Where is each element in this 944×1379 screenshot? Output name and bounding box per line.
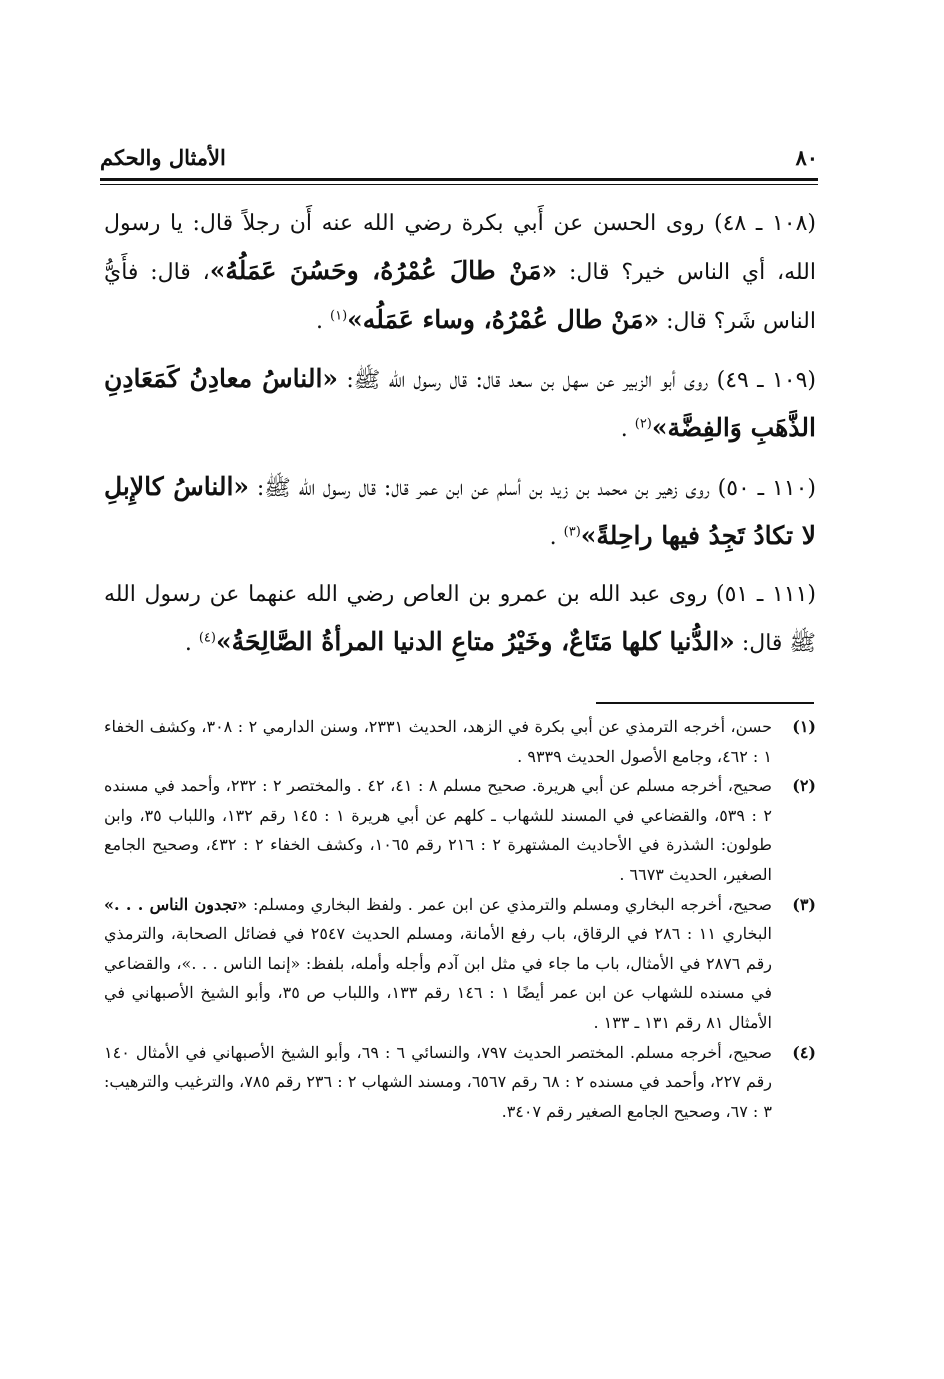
footnote-text: صحيح، أخرجه مسلم. المختصر الحديث ٧٩٧، والنسائي ٦ : ٦٩، وأبو الشيخ الأصبهاني في الأمثال ١٤٠ رقم ٢٢٧، وأحمد في مسنده ٢ : ٦٨ رقم ٦٥٦٧، ومسند الشهاب ٢ : ٢٣٦ رقم ٧٨٥، والترغيب والترهيب: ٣ : ٦٧، وصحيح الجامع الصغير رقم ٣٤٠٧. (104, 1042, 773, 1121)
footnotes (104, 712, 816, 1126)
footnote-marker[interactable]: (٣) (563, 524, 581, 540)
hadith-quote: «الدُّنيا كلها مَتَاعٌ، وخَيْرُ متاعِ الدنيا المرأةُ الصَّالِحَةُ» (215, 627, 735, 656)
footnote-text: صحيح، أخرجه مسلم عن أبي هريرة. صحيح مسلم ٨ : ٤١، ٤٢ . والمختصر ٢ : ٢٣٢، وأحمد في مسنده ٢ : ٥٣٩، والقضاعي في المسند للشهاب ـ كلهم عن أبي هريرة ١ : ١٤٥ رقم ١٣٢، واللباب ٣٥، وابن طولون: الشذرة في الأحاديث المشتهرة ٢ : ٢١٦ رقم ١٠٦٥، وكشف الخفاء ٢ : ٤٣٢، وصحيح الجامع الصغير، الحديث ٦٦٧٣ . (104, 776, 772, 884)
footnote-number: (٣) (792, 894, 816, 914)
hadith-quote: «الناسُ كالإِبلِ لا تكادُ تَجِدُ فيها راحِلةً» (104, 472, 816, 550)
footnote-quote: «تجدون الناس . . .» (104, 894, 248, 914)
running-header (100, 140, 818, 174)
header-rule-thin (100, 184, 818, 185)
footnote-text: صحيح، أخرجه البخاري ومسلم والترمذي عن ابن عمر . ولفظ البخاري ومسلم: «تجدون الناس . . .» البخاري ١١ : ٢٨٦ في الرقاق، باب رفع الأمانة، ومسلم الحديث ٢٥٤٧ في فضائل الصحابة، والترمذي رقم ٢٨٧٦ في الأمثال، باب ما جاء في مثل ابن آدم وأجله وأمله، بلفظ: «إنما الناس . . .»، والقضاعي في مسنده للشهاب عن ابن عمر أيضًا ١ : ١٤٦ رقم ١٣٣، واللباب ص ٣٥، وأبو الشيخ الأصبهاني في الأمثال ٨١ رقم ١٣١ ـ ١٣٣ . (104, 894, 773, 1032)
footnote-number: (١) (792, 717, 816, 736)
main-text (104, 200, 816, 667)
header-title: الأمثال والحكم (100, 144, 226, 170)
hadith-quote: «الناسُ معادِنُ كَمَعَادِنِ الذَّهَبِ وَالفِضَّة» (104, 364, 816, 442)
footnote-4 (104, 1038, 816, 1127)
footnote-marker[interactable]: (١) (330, 308, 348, 324)
footnote-number: (٢) (792, 776, 816, 796)
entry-108: (١٠٨ ـ ٤٨) روى الحسن عن أَبي بكرة رضي الله عنه أَن رجلاً قال: يا رسول الله، أي الناس خير؟ قال: «مَنْ طالَ عُمْرُهُ، وحَسُنَ عَمَلُهُ»، قال: فأَيُّ الناس شَر؟ قال: «مَنْ طال عُمْرُهُ، وساء عَمَلُه»$^{(١)}$ . (104, 211, 816, 334)
header-rule-thick (100, 178, 818, 181)
footnote-marker[interactable]: (٢) (634, 416, 652, 432)
hadith-quote: «مَنْ طال عُمْرُهُ، وساء عَمَلُه» (347, 305, 660, 334)
hadith-quote: «مَنْ طالَ عُمْرُهُ، وحَسُنَ عَمَلُهُ» (209, 256, 558, 285)
entry-109: (١٠٩ ـ ٤٩) روى أبو الزبير عن سهل بن سعد قال: قال رسول الله ﷺ: «الناسُ معادِنُ كَمَعَادِنِ الذَّهَبِ وَالفِضَّة»$^{(٢)}$ . (104, 364, 816, 442)
footnote-text: حسن، أخرجه الترمذي عن أبي بكرة في الزهد، الحديث ٢٣٣١، وسنن الدارمي ٢ : ٣٠٨، وكشف الخفاء ١ : ٤٦٢، وجامع الأصول الحديث ٩٣٣٩ . (104, 717, 773, 766)
footnote-number: (٤) (792, 1042, 816, 1062)
footnote-2 (104, 771, 816, 889)
footnote-separator (596, 702, 814, 704)
page-number: ٨٠ (795, 144, 818, 170)
footnote-1 (104, 712, 816, 771)
footnote-marker[interactable]: (٤) (198, 630, 216, 646)
entry-110: (١١٠ ـ ٥٠) روى زهير بن محمد بن زيد بن أسلم عن ابن عمر قال: قال رسول الله ﷺ: «الناسُ كالإِبلِ لا تكادُ تَجِدُ فيها راحِلةً»$^{(٣)}$ . (104, 472, 816, 550)
footnote-3 (104, 890, 816, 1038)
entry-111: (١١١ ـ ٥١) روى عبد الله بن عمرو بن العاص رضي الله عنهما عن رسول الله ﷺ قال: «الدُّنيا كلها مَتَاعٌ، وخَيْرُ متاعِ الدنيا المرأةُ الصَّالِحَةُ»$^{(٤)}$ . (104, 582, 816, 656)
